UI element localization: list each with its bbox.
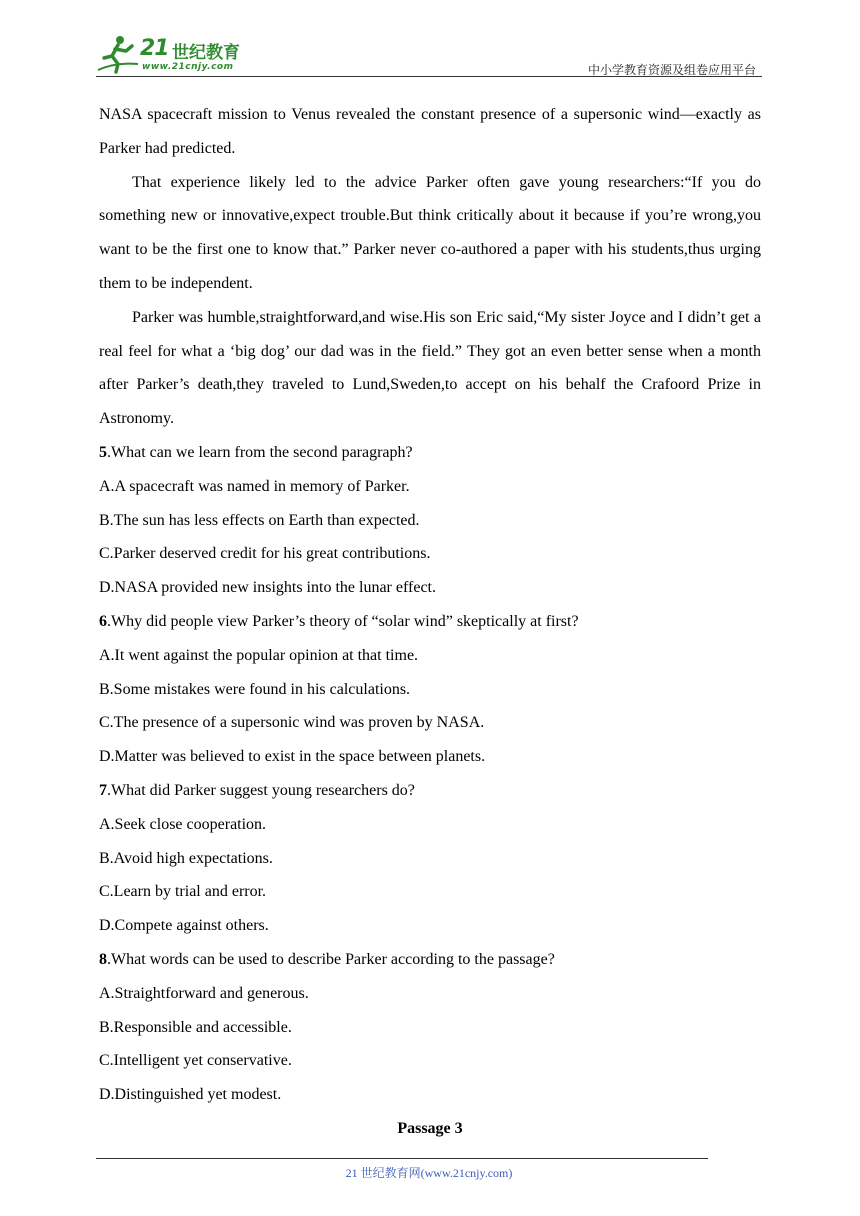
option-a: A.Seek close cooperation. bbox=[99, 815, 267, 833]
option-b: B.Some mistakes were found in his calculations. bbox=[99, 680, 411, 698]
logo-number: 21 bbox=[140, 36, 169, 61]
question-5 bbox=[99, 436, 761, 605]
option-c: C.Intelligent yet conservative. bbox=[99, 1052, 292, 1070]
footer-link[interactable]: 21 世纪教育网(www.21cnjy.com) bbox=[345, 1166, 513, 1180]
option-b: B.The sun has less effects on Earth than expected. bbox=[99, 511, 420, 529]
site-logo[interactable] bbox=[96, 34, 266, 76]
option-a: A.A spacecraft was named in memory of Parker. bbox=[99, 477, 410, 495]
question-7 bbox=[99, 774, 761, 943]
paragraph-advice: That experience likely led to the advice Parker often gave young researchers:“If you do something new or innovative,expect trouble.But think critically about it because if you’re wrong,you want to be the first one to know that.” Parker never co-authored a paper with his students,thus urging them to be independent. bbox=[99, 173, 761, 292]
option-d: D.NASA provided new insights into the lunar effect. bbox=[99, 579, 436, 597]
option-d: D.Compete against others. bbox=[99, 917, 269, 935]
question-text: .What did Parker suggest young researchers do? bbox=[107, 781, 415, 799]
option-c: C.Learn by trial and error. bbox=[99, 883, 267, 901]
option-d: D.Distinguished yet modest. bbox=[99, 1086, 282, 1104]
question-stem bbox=[99, 774, 761, 808]
option-c: C.The presence of a supersonic wind was proven by NASA. bbox=[99, 714, 485, 732]
option-b: B.Avoid high expectations. bbox=[99, 849, 273, 867]
runner-logo-icon bbox=[96, 34, 140, 74]
header-divider bbox=[96, 76, 762, 77]
question-stem bbox=[99, 943, 761, 977]
logo-url: www.21cnjy.com bbox=[142, 62, 234, 72]
document-body bbox=[99, 98, 761, 1146]
question-number: 8 bbox=[99, 950, 107, 968]
question-text: .What can we learn from the second paragraph? bbox=[107, 443, 413, 461]
option-b: B.Responsible and accessible. bbox=[99, 1018, 292, 1036]
paragraph-humble: Parker was humble,straightforward,and wise.His son Eric said,“My sister Joyce and I didn’t get a real feel for what a ‘big dog’ our dad was in the field.” They got an even better sense when a month after Parker’s death,they traveled to Lund,Sweden,to accept on his behalf the Crafoord Prize in Astronomy. bbox=[99, 308, 761, 428]
option-a: A.Straightforward and generous. bbox=[99, 984, 309, 1002]
option-c: C.Parker deserved credit for his great contributions. bbox=[99, 545, 431, 563]
logo-brand-text: 世纪教育 bbox=[172, 43, 240, 63]
question-number: 5 bbox=[99, 443, 107, 461]
question-6 bbox=[99, 605, 761, 774]
option-a: A.It went against the popular opinion at that time. bbox=[99, 646, 419, 664]
question-text: .Why did people view Parker’s theory of “solar wind” skeptically at first? bbox=[107, 612, 579, 630]
passage-title: Passage 3 bbox=[397, 1119, 463, 1137]
question-8 bbox=[99, 943, 761, 1112]
page-header bbox=[96, 34, 762, 76]
paragraph-continuation: NASA spacecraft mission to Venus revealed the constant presence of a supersonic wind—exactly as Parker had predicted. bbox=[99, 106, 761, 157]
header-platform-text: 中小学教育资源及组卷应用平台 bbox=[587, 63, 756, 77]
question-stem bbox=[99, 605, 761, 639]
footer-divider bbox=[96, 1158, 708, 1159]
question-stem bbox=[99, 436, 761, 470]
question-number: 6 bbox=[99, 612, 107, 630]
question-number: 7 bbox=[99, 781, 107, 799]
question-text: .What words can be used to describe Parker according to the passage? bbox=[107, 950, 555, 968]
option-d: D.Matter was believed to exist in the space between planets. bbox=[99, 748, 486, 766]
